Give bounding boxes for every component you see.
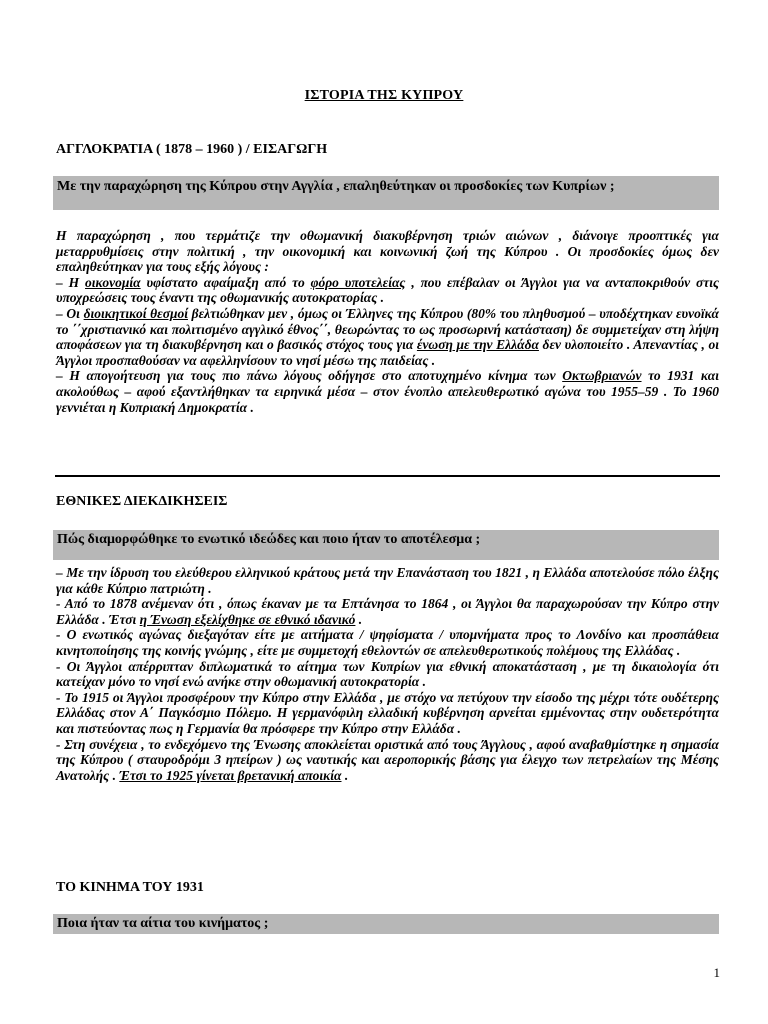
- paragraph: - Οι Άγγλοι απέρριπταν διπλωματικά το αίτημα των Κυπρίων για εθνική αποκατάσταση , με τη δικαιολογία ότι κατείχαν μόνο το νησί ενώ ανήκε στην οθωμανική αυτοκρατορία .: [56, 658, 719, 690]
- underlined-text: ένωση με την Ελλάδα: [416, 337, 539, 353]
- underlined-text: Έτσι το 1925 γίνεται βρετανική αποικία: [119, 767, 342, 783]
- paragraph: Η παραχώρηση , που τερμάτιζε την οθωμανική διακυβέρνηση τριών αιώνων , διάνοιγε προοπτικές για μεταρρυθμίσεις στην πολιτική , την οικονομική και κοινωνική ζωή της Κύπρου . Οι προσδοκίες όμως δεν επαληθεύτηκαν για τους εξής λόγους :: [56, 228, 719, 275]
- section-divider: [55, 475, 720, 477]
- paragraph: - Στη συνέχεια , το ενδεχόμενο της Ένωσης αποκλείεται οριστικά από τους Άγγλους , αφού αναβαθμίστηκε η σημασία της Κύπρου ( σταυροδρόμι 3 ηπείρων ) ως ναυτικής και αεροπορικής βάσης για έλεγχο των πετρελαίων της Μέσης Ανατολής . Έτσι το 1925 γίνεται βρετανική αποικία .: [56, 736, 719, 783]
- paragraph: - Το 1915 οι Άγγλοι προσφέρουν την Κύπρο στην Ελλάδα , με στόχο να πετύχουν την είσοδο της μέχρι τότε ουδέτερης Ελλάδας στον Α΄ Παγκόσμιο Πόλεμο. Η γερμανόφιλη ελλαδική κυβέρνηση αρνείται εμμένοντας στην ουδετερότητα και πιστεύοντας πως η Γερμανία θα πρόσφερε την Κύπρο στην Ελλάδα .: [56, 689, 719, 736]
- underlined-text: διοικητικοί θεσμοί: [83, 305, 188, 321]
- paragraph: - Ο ενωτικός αγώνας διεξαγόταν είτε με αιτήματα / ψηφίσματα / υπομνήματα προς το Λονδίνο και προσπάθεια κινητοποίησης της κοινής γνώμης , είτε με συμμετοχή εθελοντών σε απελευθερωτικούς πολέμους της Ελλάδας .: [56, 627, 719, 658]
- paragraph: – Με την ίδρυση του ελεύθερου ελληνικού κράτους μετά την Επανάσταση του 1821 , η Ελλάδα αποτελούσε πόλο έλξης για κάθε Κύπριο πατριώτη .: [56, 565, 719, 596]
- underlined-text: οικονομία: [85, 274, 141, 290]
- section-heading-ethnikes: ΕΘΝΙΚΕΣ ΔΙΕΚΔΙΚΗΣΕΙΣ: [56, 494, 228, 509]
- section-heading-anglokratia: ΑΓΓΛΟΚΡΑΤΙΑ ( 1878 – 1960 ) / ΕΙΣΑΓΩΓΗ: [56, 142, 328, 157]
- paragraph: – Η απογοήτευση για τους πιο πάνω λόγους οδήγησε στο αποτυχημένο κίνημα των Οκτωβριανών το 1931 και ακολούθως – αφού εξαντλήθηκαν τα ειρηνικά μέσα – στον ένοπλο απελευθερωτικό αγώνα του 1955–59 . Το 1960 γεννιέται η Κυπριακή Δημοκρατία .: [56, 368, 719, 415]
- paragraph: - Από το 1878 ανέμεναν ότι , όπως έκαναν με τα Επτάνησα το 1864 , οι Άγγλοι θα παραχωρούσαν την Κύπρο στην Ελλάδα . Έτσι η Ένωση εξελίχθηκε σε εθνικό ιδανικό .: [56, 596, 719, 627]
- document-title: ΙΣΤΟΡΙΑ ΤΗΣ ΚΥΠΡΟΥ: [304, 88, 464, 103]
- question-box-2: Πώς διαμορφώθηκε το ενωτικό ιδεώδες και ποιο ήταν το αποτέλεσμα ;: [53, 530, 719, 560]
- section1-body: [56, 228, 719, 415]
- underlined-text: Οκτωβριανών: [562, 368, 642, 384]
- section-heading-kinima: ΤΟ ΚΙΝΗΜΑ ΤΟΥ 1931: [56, 880, 204, 895]
- question-box-1: Με την παραχώρηση της Κύπρου στην Αγγλία , επαληθεύτηκαν οι προσδοκίες των Κυπρίων ;: [53, 176, 719, 210]
- page-number: 1: [713, 965, 720, 980]
- paragraph: – Η οικονομία υφίστατο αφαίμαξη από το φόρο υποτελείας , που επέβαλαν οι Άγγλοι για να ανταποκριθούν στις υποχρεώσεις τους έναντι της οθωμανικής αυτοκρατορίας .: [56, 274, 720, 306]
- paragraph: – Οι διοικητικοί θεσμοί βελτιώθηκαν μεν , όμως οι Έλληνες της Κύπρου (80% του πληθυσμού – υποδέχτηκαν ευνοϊκά το ΄΄χριστιανικό και πολιτισμένο αγγλικό έθνος΄΄, θεωρώντας το ως προσωρινή κατάσταση) δε συμμετείχαν στη λήψη αποφάσεων για τη διακυβέρνηση και ο βασικός στόχος τους για ένωση με την Ελλάδα δεν υλοποιείτο . Απεναντίας , οι Άγγλοι προσπαθούσαν να αφελληνίσουν το νησί μέσω της παιδείας .: [56, 305, 719, 368]
- underlined-text: η Ένωση εξελίχθηκε σε εθνικό ιδανικό: [139, 611, 356, 627]
- section2-body: [56, 565, 719, 783]
- question-box-3: Ποια ήταν τα αίτια του κινήματος ;: [53, 914, 719, 934]
- underlined-text: φόρο υποτελείας: [310, 274, 406, 290]
